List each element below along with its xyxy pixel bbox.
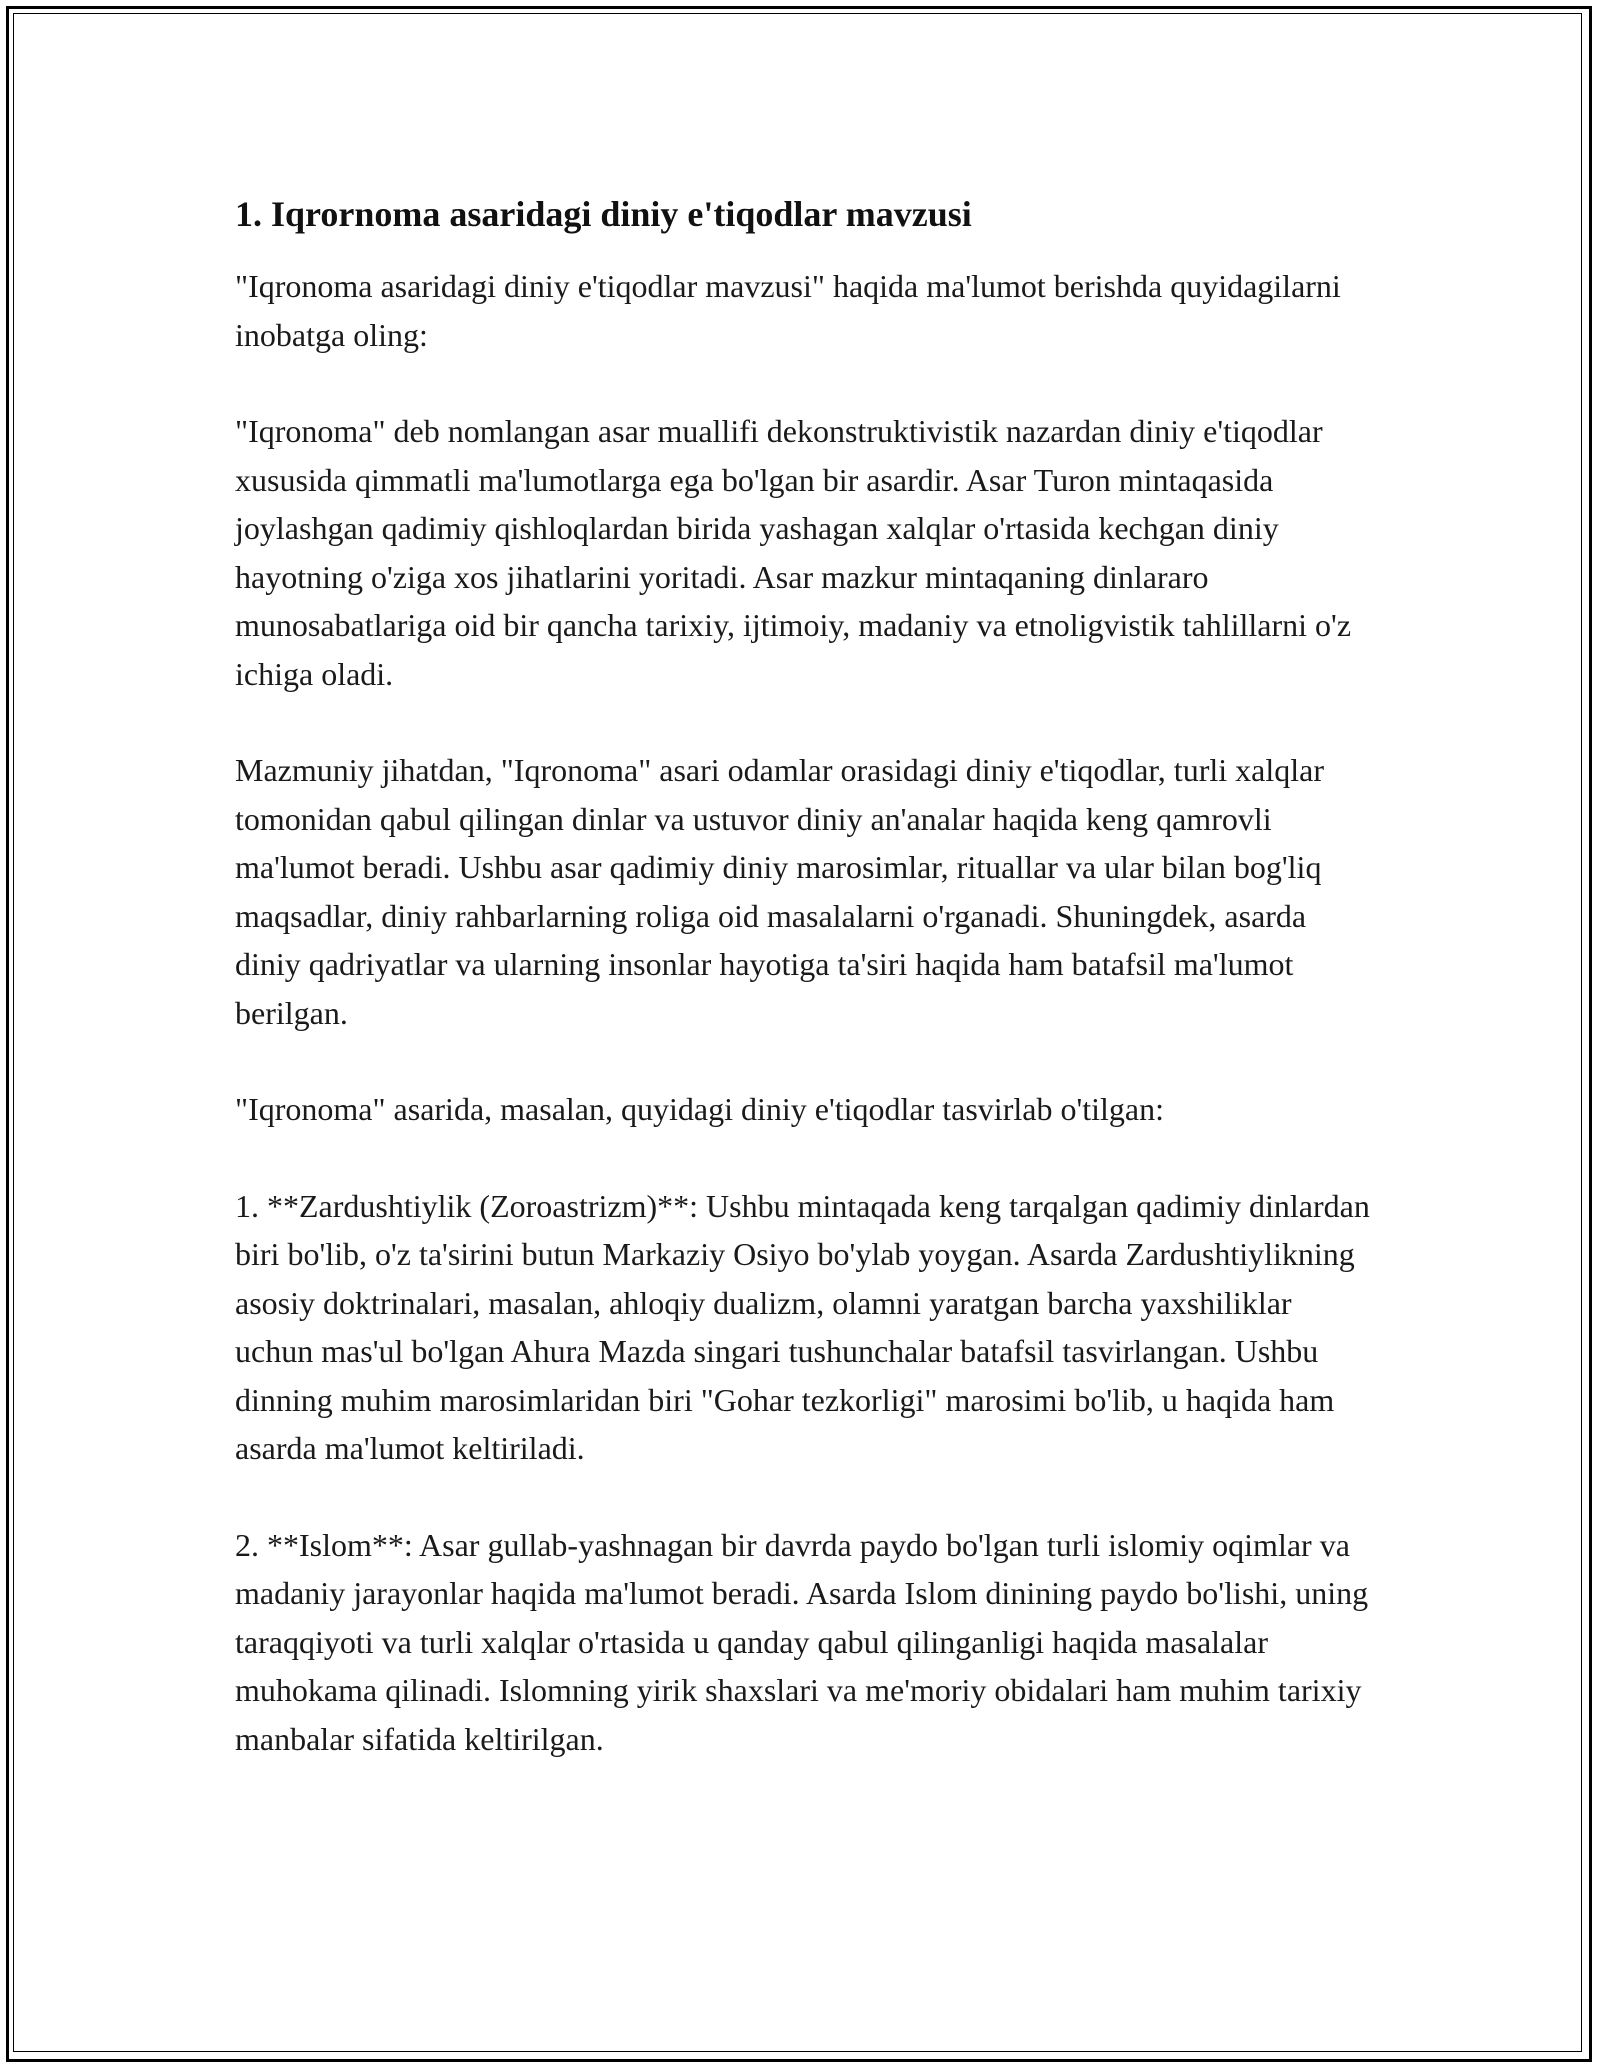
paragraph-content: Mazmuniy jihatdan, "Iqronoma" asari odamlar orasidagi diniy e'tiqodlar, turli xalqlar tomonidan qabul qilingan dinlar va ustuvor diniy an'analar haqida keng qamrovli ma'lumot beradi. Ushbu asar qadimiy diniy marosimlar, rituallar va ular bilan bog'liq maqsadlar, diniy rahbarlarning roliga oid masalalarni o'rganadi. Shuningdek, asarda diniy qadriyatlar va ularning insonlar hayotiga ta'siri haqida ham batafsil ma'lumot berilgan. <box>235 752 1324 1031</box>
document-title: 1. Iqrornoma asaridagi diniy e'tiqodlar mavzusi <box>235 194 972 234</box>
paragraph-list-intro: "Iqronoma" asarida, masalan, quyidagi diniy e'tiqodlar tasvirlab o'tilgan: <box>235 1091 1164 1127</box>
paragraph-overview: "Iqronoma" deb nomlangan asar muallifi dekonstruktivistik nazardan diniy e'tiqodlar xususida qimmatli ma'lumotlarga ega bo'lgan bir asardir. Asar Turon mintaqasida joylashgan qadimiy qishloqlardan birida yashagan xalqlar o'rtasida kechgan diniy hayotning o'ziga xos jihatlarini yoritadi. Asar mazkur mintaqaning dinlararo munosabatlariga oid bir qancha tarixiy, ijtimoiy, madaniy va etnoligvistik tahlillarni o'z ichiga oladi. <box>235 413 1352 692</box>
paragraph-item-islam: 2. **Islom**: Asar gullab-yashnagan bir davrda paydo bo'lgan turli islomiy oqimlar va madaniy jarayonlar haqida ma'lumot beradi. Asarda Islom dinining paydo bo'lishi, uning taraqqiyoti va turli xalqlar o'rtasida u qanday qabul qilinganligi haqida masalalar muhokama qilinadi. Islomning yirik shaxslari va me'moriy obidalari ham muhim tarixiy manbalar sifatida keltirilgan. <box>235 1526 1369 1757</box>
document-body <box>235 188 1375 1763</box>
paragraph-item-zoroastrianism: 1. **Zardushtiylik (Zoroastrizm)**: Ushbu mintaqada keng tarqalgan qadimiy dinlardan biri bo'lib, o'z ta'sirini butun Markaziy Osiyo bo'ylab yoygan. Asarda Zardushtiylikning asosiy doktrinalari, masalan, ahloqiy dualizm, olamni yaratgan barcha yaxshiliklar uchun mas'ul bo'lgan Ahura Mazda singari tushunchalar batafsil tasvirlangan. Ushbu dinning muhim marosimlaridan biri "Gohar tezkorligi" marosimi bo'lib, u haqida ham asarda ma'lumot keltiriladi. <box>235 1187 1370 1466</box>
paragraph-intro: "Iqronoma asaridagi diniy e'tiqodlar mavzusi" haqida ma'lumot berishda quyidagilarni inobatga oling: <box>235 268 1341 353</box>
